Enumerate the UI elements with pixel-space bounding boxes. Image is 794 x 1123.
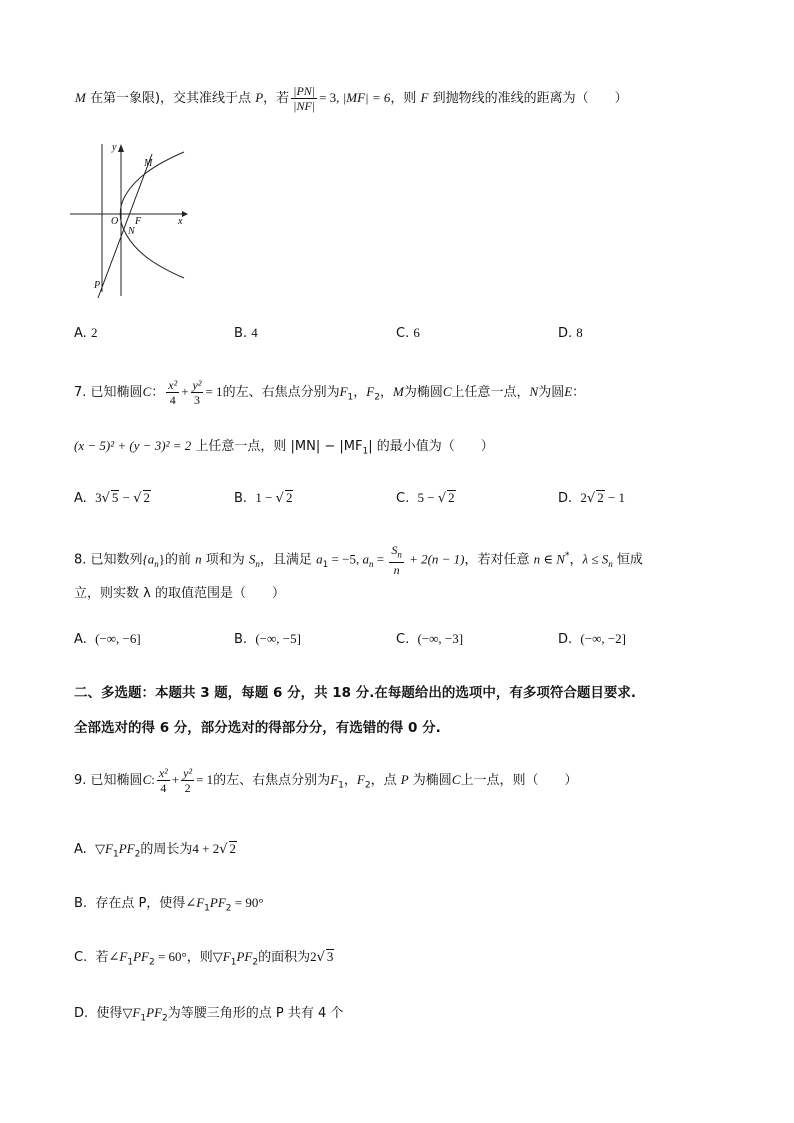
sub: 1 [230,957,237,968]
lambda-le: λ ≤ S [582,551,609,567]
radicand: 2 [597,490,604,505]
frac-den: 4 [160,781,167,795]
triangle-f: ▽F [212,949,231,964]
option-letter: C. [396,632,410,647]
plus: + [181,384,189,399]
q8-text-c: 项和为 [201,552,249,568]
option-text: 2 [90,325,98,340]
option-pre: 3 [95,490,102,505]
sub: 2 [134,849,141,860]
a1: a [316,551,323,567]
option-letter: B. [234,632,248,647]
option-mid: ，则 [186,950,213,965]
q9-text-d: 为椭圆 [408,773,452,788]
an-sub: n [368,558,374,569]
eq: = 1 [205,384,223,399]
seq-sub: n [154,558,159,569]
option-val: = 90° [231,895,264,910]
option-text: 6 [413,325,420,340]
label-o: O [111,216,119,227]
q7-frac1 [166,378,179,407]
label-p: P [94,280,101,291]
q9-option-d[interactable] [74,1002,343,1024]
q6-stem-line [75,80,628,116]
option-text: (−∞, −2] [580,631,627,646]
q9-option-a[interactable]: A. $▽F_1PF_2$的周长为4 + 2√ 2 [74,841,237,860]
q7-c: C [142,384,152,399]
q8-stem-line1 [74,536,643,576]
q9-option-c[interactable]: C. 若$\angle F_1PF_2 = 60^\circ$，则$▽F_1PF_2$的面积为2√ 3 [74,949,334,968]
option-text: 存在点 P，使得 [95,896,186,911]
option-text: (−∞, −6] [95,631,141,646]
option-val: = 60° [154,949,187,964]
pf: PF [118,841,135,856]
q7-option-b[interactable]: B. 1 − √ 2 [234,490,293,506]
n: N [529,384,539,399]
option-letter: C. [396,491,410,506]
q8-text-a: 已知数列 [90,552,143,568]
q8-stem-line2 [74,582,285,601]
angle-f: ∠F [108,949,128,964]
option-pre: 2 [580,490,587,505]
frac-den: 2 [184,781,191,795]
sub: 2 [252,957,259,968]
option-pre: 使得 [96,1006,123,1021]
q9-frac2 [181,766,194,795]
circle-equation: (x − 5)² + (y − 3)² = 2 [74,438,192,453]
f1: F [330,772,339,787]
frac-num-sub: n [397,549,402,560]
option-letter: D. [558,632,573,647]
q8-text-e: ，若对任意 [464,552,534,568]
radicand: 2 [229,841,237,856]
label-f: F [135,216,142,227]
q6-option-b[interactable] [234,325,258,341]
option-text: 为等腰三角形的点 P 共有 4 个 [167,1006,344,1021]
x-axis-arrow [182,211,188,217]
q6-fraction [291,84,317,113]
q6-eq: = 3, [319,90,343,105]
plus: + [171,772,180,787]
e: E [564,384,573,399]
q8-option-d[interactable] [558,631,626,647]
q7-frac2 [191,378,204,407]
option-letter: A. [74,491,87,506]
label-n: N [128,226,135,237]
sub: 1 [113,849,119,860]
radicand: 2 [143,490,150,505]
q6-m: M [75,90,86,105]
option-letter: D. [558,326,573,341]
q6-text-c: ，则 [390,91,421,106]
option-mid: − [119,490,134,505]
secant-line [98,154,152,298]
a1-sub: 1 [322,559,329,570]
q7-colon: ： [151,385,165,400]
a1-val: = −5, [328,551,363,567]
q9-number: 9. [74,773,87,788]
sub: 2 [148,957,155,968]
q9-text-e: 上一点，则（ ） [460,773,578,788]
q7-stem-line2 [74,435,494,457]
q9-text-a: 已知椭圆 [90,773,143,788]
q8-text-g: 恒成 [612,552,643,568]
sub: 2 [162,1013,168,1024]
option-letter: D. [558,491,573,506]
q9-option-b[interactable] [74,892,264,914]
q8-text-d: ，且满足 [259,552,317,568]
option-letter: A. [74,842,87,857]
q8-text-b: 的前 [165,552,196,568]
triangle-f: ▽F [95,841,114,856]
option-letter: A. [74,326,87,341]
q6-text-d: 到抛物线的准线的距离为（ ） [428,91,628,106]
q7-line2-text: 上任意一点，则 |MN| − |MF [191,439,363,454]
q6-text-b: ，若 [263,91,290,106]
q7-text-b: 的左、右焦点分别为 [222,385,340,400]
option-pre: 5 − [417,490,438,505]
triangle-f: ▽F [122,1005,141,1020]
q7-text-e: 为椭圆 [403,385,443,400]
q6-option-c[interactable] [396,325,420,341]
option-text: 的周长为 [140,842,193,857]
frac-num: x² [158,766,168,780]
q7-text-g: 为圆 [538,385,565,400]
c: C [451,772,461,787]
pf: PF [209,895,226,910]
option-letter: B. [74,896,88,911]
option-text: (−∞, −3] [417,631,464,646]
an: a [362,551,369,567]
q9-stem [74,760,578,800]
sub: 1 [362,446,369,457]
option-letter: A. [74,632,87,647]
an-eq: = [373,551,388,567]
sub: 1 [127,957,134,968]
q8-number: 8. [74,552,87,568]
q7-text: 已知椭圆 [90,385,143,400]
q6-frac-den: |NF| [293,99,316,113]
sub: 1 [140,1013,147,1024]
q6-text-a: 在第一象限)，交其准线于点 [85,91,256,106]
pf: PF [146,1005,163,1020]
n: n [195,551,202,567]
s-sub: n [255,558,260,569]
colon: ： [572,385,586,400]
q8-line2: 立，则实数 λ 的取值范围是（ ） [74,586,285,601]
option-letter: B. [234,326,248,341]
q7-stem-line1 [74,372,585,412]
c: C [442,384,452,399]
comma: ， [569,552,583,568]
label-m: M [144,158,153,169]
option-letter: C. [396,326,410,341]
label-x: x [178,216,183,227]
m: M [392,384,404,399]
angle-f: ∠F [185,895,205,910]
option-num: 2 [310,949,317,964]
s: S [248,551,256,567]
option-mid: − 1 [604,490,626,505]
radicand: 3 [326,949,334,964]
q7-line2-end: | 的最小值为（ ） [368,439,494,454]
option-text: 4 [251,325,258,340]
q8-frac [389,543,404,576]
q6-parabola-figure [66,140,196,300]
f2-sub: 2 [364,780,371,791]
q7-option-a[interactable]: A. 3√ 5 − √ 2 [74,490,150,506]
comma: ， [379,385,393,400]
q7-text-f: 上任意一点， [451,385,530,400]
frac-num-s: S [391,543,398,558]
rest: + 2(n − 1) [405,551,465,567]
q7-option-c[interactable]: C. 5 − √ 2 [396,490,455,506]
pf: PF [133,949,149,964]
q6-option-a[interactable] [74,325,97,341]
q7-option-d[interactable]: D. 2√ 2 − 1 [558,490,626,506]
f1: F [339,384,348,399]
q9-text-b: 的左、右焦点分别为 [213,773,331,788]
frac-den: n [393,562,400,577]
q6-p: P [255,90,264,105]
q7-number: 7. [74,385,87,400]
label-y: y [112,142,117,153]
sub: 2 [225,903,232,914]
n-in-N: n ∈ N [533,551,565,567]
section2-heading-line1: 二、多选题：本题共 3 题，每题 6 分，共 18 分.在每题给出的选项中，有多项符合题目要求. [74,685,637,701]
pf: PF [236,949,253,964]
frac-den: 4 [169,393,176,407]
q6-f: F [420,90,429,105]
f1-sub: 1 [338,780,344,791]
radicand: 2 [448,490,455,505]
parabola-curve [120,152,184,278]
q6-option-d[interactable] [558,325,583,341]
radicand: 2 [285,490,293,505]
option-text: 8 [576,325,583,340]
option-val: 4 + 2 [192,841,220,856]
seq-end: } [158,551,166,567]
radicand: 5 [111,490,119,505]
frac-num: x² [168,378,178,392]
colon: : [151,772,155,787]
option-text: 的面积为 [258,950,311,965]
option-letter: C. [74,950,88,965]
seq: {a [142,551,155,567]
q6-frac-num: |PN| [293,84,316,98]
f2-sub: 2 [374,392,380,403]
section2-heading-line2: 全部选对的得 6 分，部分选对的得部分分，有选错的得 0 分. [74,720,441,736]
lambda-sub: n [608,558,613,569]
p: P [400,772,409,787]
option-text: (−∞, −5] [255,631,301,646]
option-letter: B. [234,491,248,506]
c: C [142,772,152,787]
q9-frac1 [157,766,170,795]
frac-den: 3 [194,393,200,407]
eq: = 1 [196,772,214,787]
frac-num: y² [192,378,202,392]
q8-option-c[interactable] [396,631,463,647]
option-letter: D. [74,1006,89,1021]
q8-option-b[interactable] [234,631,301,647]
comma: ， [353,385,367,400]
option-pre: 若 [95,950,109,965]
f2: F [356,772,365,787]
star: * [564,551,570,561]
frac-num: y² [183,766,193,780]
q6-mf: |MF| = 6 [342,90,391,105]
frac-num [389,543,404,562]
q9-text-c: ，点 [370,773,401,788]
q8-option-a[interactable] [74,631,141,647]
f1-sub: 1 [347,392,354,403]
sub: 1 [204,903,210,914]
option-pre: 1 − [255,490,276,505]
f2: F [366,384,375,399]
y-axis-arrow [118,144,124,152]
comma: ， [343,773,357,788]
